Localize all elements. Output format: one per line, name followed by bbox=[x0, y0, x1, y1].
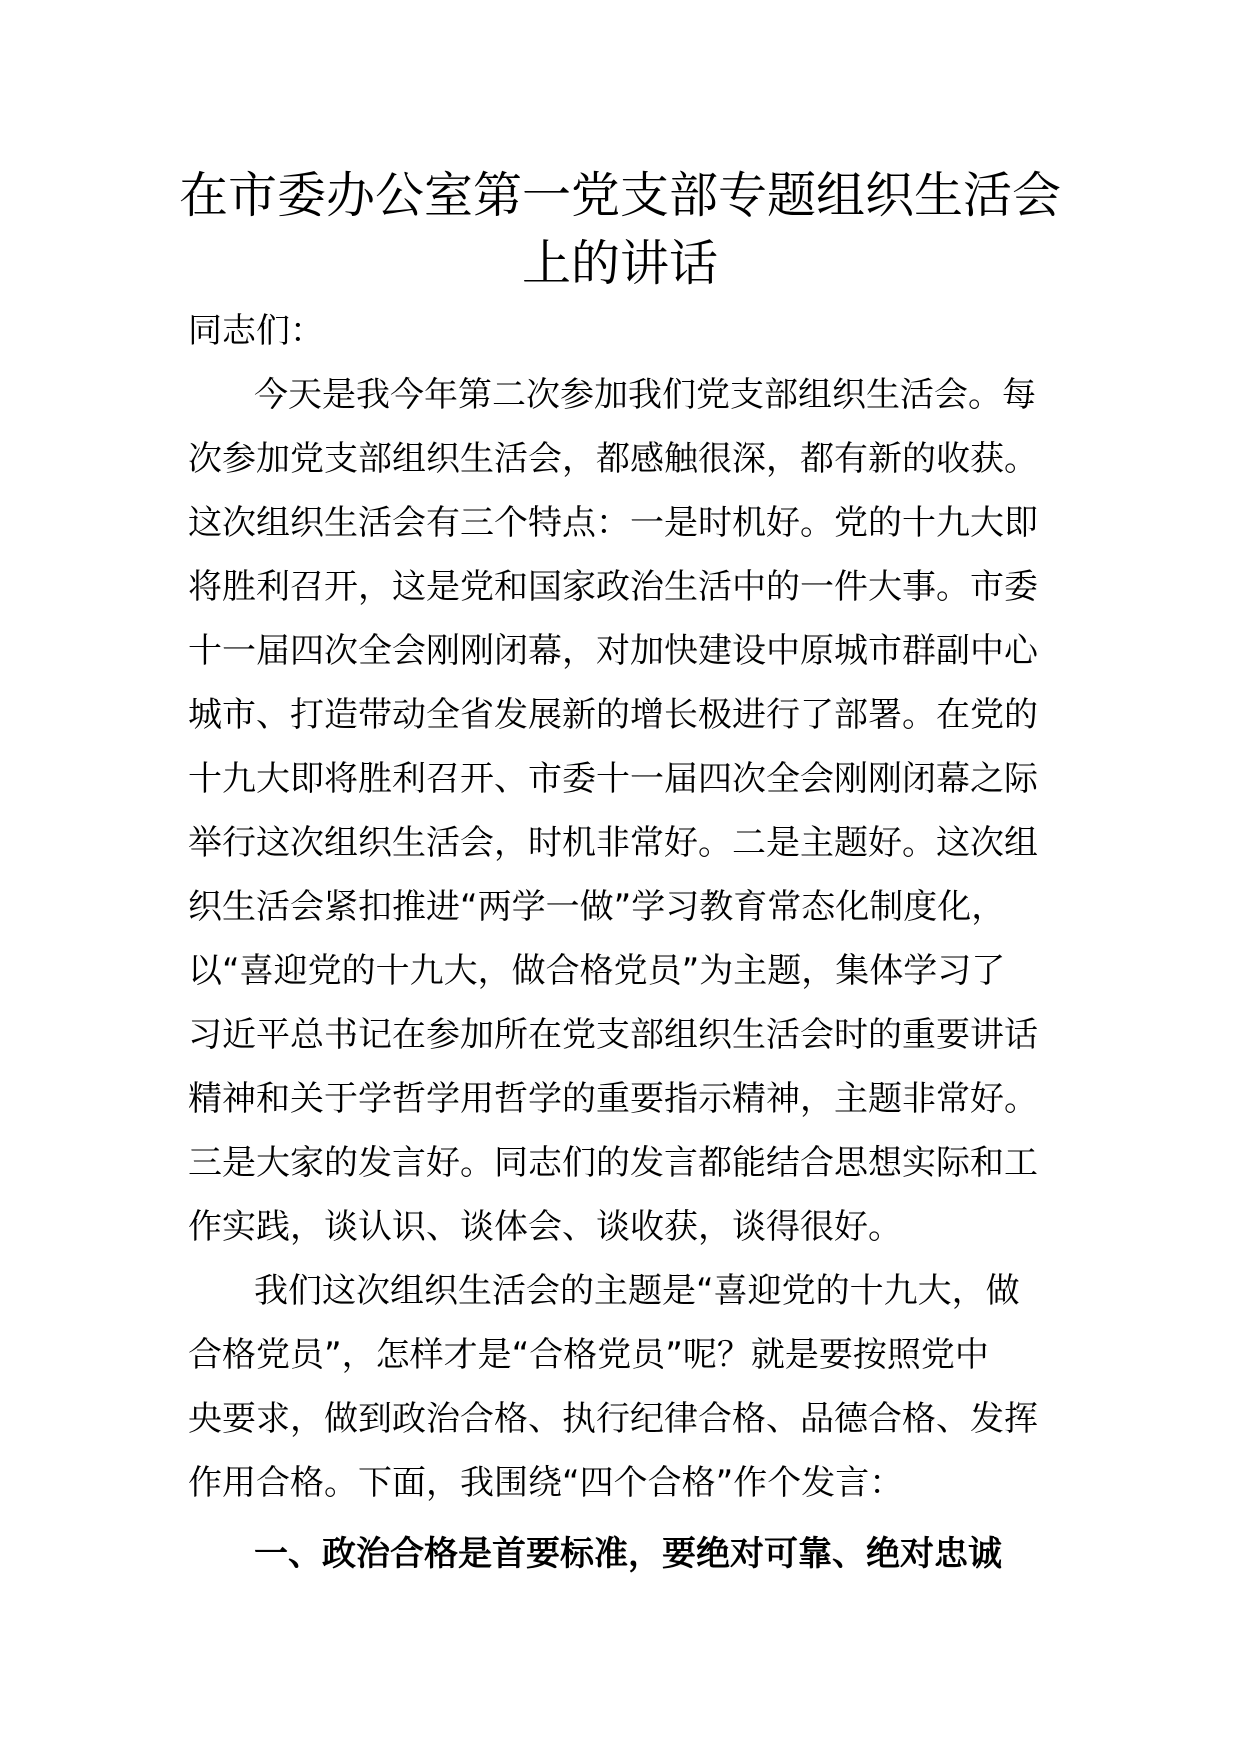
paragraph-1-line: 以“喜迎党的十九大，做合格党员”为主题，集体学习了 bbox=[188, 951, 1006, 991]
paragraph-1-line: 今天是我今年第二次参加我们党支部组织生活会。每 bbox=[254, 375, 1036, 415]
paragraph-1-line: 织生活会紧扣推进“两学一做”学习教育常态化制度化， bbox=[188, 887, 1006, 927]
paragraph-2-line: 合格党员”，怎样才是“合格党员”呢？就是要按照党中 bbox=[188, 1335, 989, 1375]
salutation: 同志们： bbox=[188, 311, 324, 351]
paragraph-1-line: 这次组织生活会有三个特点：一是时机好。党的十九大即 bbox=[188, 503, 1038, 543]
paragraph-1-line: 十九大即将胜利召开、市委十一届四次全会刚刚闭幕之际 bbox=[188, 759, 1038, 799]
paragraph-1-line: 将胜利召开，这是党和国家政治生活中的一件大事。市委 bbox=[188, 567, 1038, 607]
paragraph-2-line: 我们这次组织生活会的主题是“喜迎党的十九大，做 bbox=[254, 1271, 1020, 1311]
paragraph-2-line: 作用合格。下面，我围绕“四个合格”作个发言： bbox=[188, 1463, 904, 1503]
paragraph-1-line: 习近平总书记在参加所在党支部组织生活会时的重要讲话 bbox=[188, 1015, 1038, 1055]
paragraph-1-line: 三是大家的发言好。同志们的发言都能结合思想实际和工 bbox=[188, 1143, 1038, 1183]
paragraph-1-line: 精神和关于学哲学用哲学的重要指示精神，主题非常好。 bbox=[188, 1079, 1038, 1119]
document-title-line-2: 上的讲话 bbox=[521, 235, 718, 292]
paragraph-1-line: 城市、打造带动全省发展新的增长极进行了部署。在党的 bbox=[188, 695, 1038, 735]
document-title-line-1: 在市委办公室第一党支部专题组织生活会 bbox=[178, 167, 1061, 224]
paragraph-1-line: 作实践，谈认识、谈体会、谈收获，谈得很好。 bbox=[188, 1207, 902, 1247]
paragraph-1-line: 举行这次组织生活会，时机非常好。二是主题好。这次组 bbox=[188, 823, 1038, 863]
paragraph-1-line: 次参加党支部组织生活会，都感触很深，都有新的收获。 bbox=[188, 439, 1038, 479]
paragraph-1-line: 十一届四次全会刚刚闭幕，对加快建设中原城市群副中心 bbox=[188, 631, 1038, 671]
section-heading: 一、政治合格是首要标准，要绝对可靠、绝对忠诚 bbox=[254, 1534, 1002, 1574]
paragraph-2-line: 央要求，做到政治合格、执行纪律合格、品德合格、发挥 bbox=[188, 1399, 1038, 1439]
